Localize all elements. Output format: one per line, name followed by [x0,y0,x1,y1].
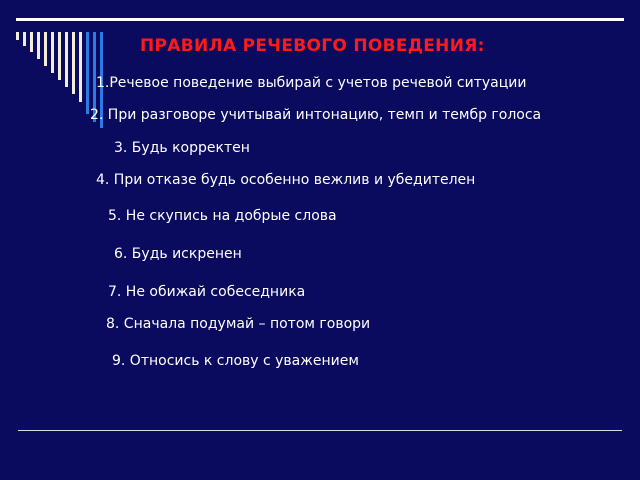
stripe-7 [58,32,61,80]
stripe-8 [65,32,68,87]
rule-6: 6. Будь искренен [114,246,242,262]
stripe-10 [79,32,82,102]
slide-title: ПРАВИЛА РЕЧЕВОГО ПОВЕДЕНИЯ: [140,36,485,56]
rule-9: 9. Относись к слову с уважением [112,353,359,369]
rule-7: 7. Не обижай собеседника [108,284,306,300]
stripe-3 [30,32,33,52]
bottom-horizontal-rule [18,430,622,431]
rule-8: 8. Сначала подумай – потом говори [106,316,371,332]
stripe-2 [23,32,26,46]
rule-4: 4. При отказе будь особенно вежлив и убедителен [96,172,476,188]
rule-1: 1.Речевое поведение выбирай с учетов речевой ситуации [96,75,527,91]
rule-2: 2. При разговоре учитывай интонацию, темп и тембр голоса [90,107,542,123]
rule-5: 5. Не скупись на добрые слова [108,208,337,224]
stripe-4 [37,32,40,59]
stripe-9 [72,32,75,94]
stripe-11 [86,32,89,114]
stripe-6 [51,32,54,73]
stripe-5 [44,32,47,66]
rule-3: 3. Будь корректен [114,140,250,156]
stripe-1 [16,32,19,40]
